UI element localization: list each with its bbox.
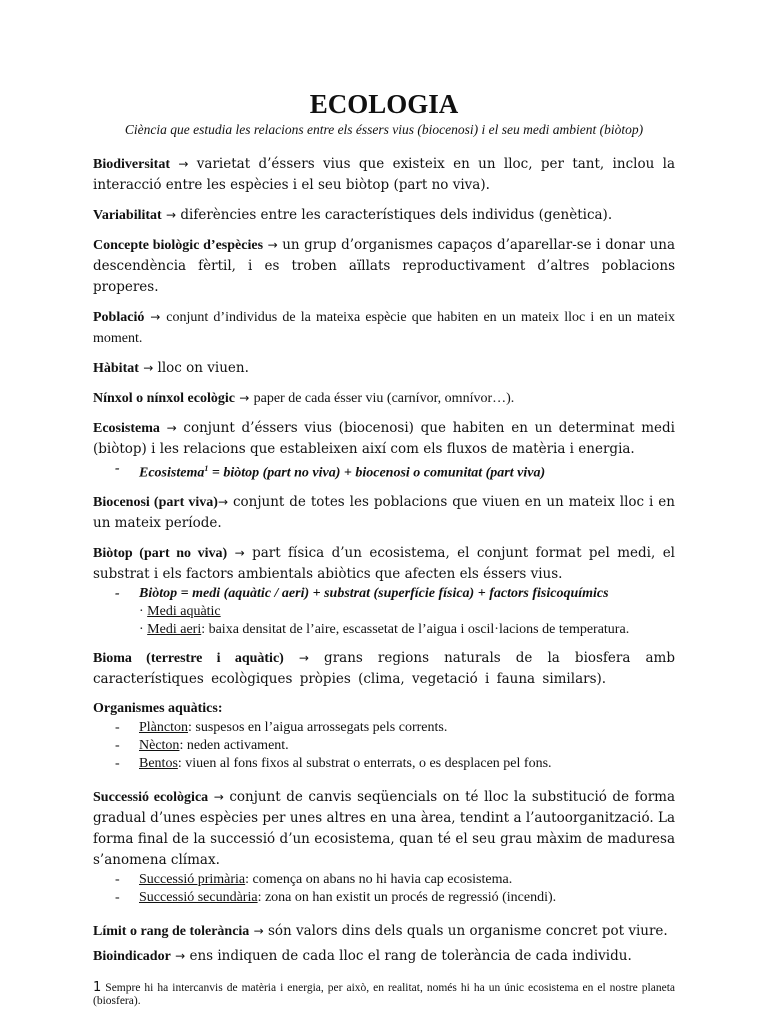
arrow-icon: →: [217, 494, 229, 509]
term-ninxol: Nínxol o nínxol ecològic: [93, 391, 235, 406]
footnote-number: 1: [93, 979, 102, 995]
arrow-icon: →: [239, 391, 250, 405]
term-limit-tolerancia: Límit o rang de tolerància: [93, 923, 250, 939]
definition-text: grans regions naturals de la biosfera amb característiques ecològiques pròpies (clima, vegetació i fauna similars).: [93, 649, 675, 687]
definition-biotop: [93, 543, 675, 585]
definition-text: paper de cada ésser viu (carnívor, omnívor…).: [253, 391, 515, 406]
definition-bioma: [93, 648, 675, 690]
list-item: - Nècton: neden activament.: [115, 737, 675, 755]
sub-item-label: Medi aquàtic: [147, 603, 221, 619]
definition-ecosistema: [93, 418, 675, 460]
term-bioindicador: Bioindicador: [93, 948, 171, 964]
organismes-list: [93, 719, 675, 773]
definition-text: varietat d’éssers vius que existeix en un lloc, per tant, inclou la interacció entre les espècies i el seu biòtop (part no viva).: [93, 156, 675, 193]
term-poblacio: Població: [93, 310, 145, 325]
list-item: - Plàncton: suspesos en l’aigua arrossegats pels corrents.: [115, 719, 675, 737]
definition-variabilitat: [93, 205, 675, 226]
sub-item-medi-aeri: · Medi aeri: baixa densitat de l’aire, escassetat de l’aigua i oscil·lacions de temperatura.: [139, 621, 630, 637]
sub-item-label: Medi aeri: [147, 621, 202, 637]
term-ecosistema: Ecosistema: [93, 421, 160, 436]
definition-concepte-especies: [93, 235, 675, 298]
arrow-icon: →: [213, 789, 224, 804]
definition-text: part física d’un ecosistema, el conjunt format pel medi, el substrat i els factors ambientals abiòtics que afecten els éssers vius.: [93, 544, 675, 582]
list-item: - Biòtop = medi (aquàtic / aeri) + substrat (superfície física) + factors fisicoquímics: [115, 585, 675, 603]
ecosistema-bullets: [93, 460, 675, 483]
section-heading-organismes: Organismes aquàtics:: [93, 700, 223, 716]
arrow-icon: →: [150, 310, 161, 324]
definition-habitat: [93, 358, 675, 379]
sub-item-medi-aquatic: · Medi aquàtic: [139, 603, 221, 619]
term-biodiversitat: Biodiversitat: [93, 157, 170, 172]
term-biotop: Biòtop (part no viva): [93, 545, 228, 561]
definition-text: conjunt d’éssers vius (biocenosi) que habiten en un determinat medi (biòtop) i les relacions que estableixen així com els fluxos de matèria i energia.: [93, 420, 676, 457]
arrow-icon: →: [143, 361, 154, 375]
definition-text: un grup d’organismes capaços d’aparellar-se i donar una descendència fèrtil, i es troben aïllats reproductivament d’altres poblacions properes.: [93, 237, 676, 295]
sub-item-text: : baixa densitat de l’aire, escassetat de l’aigua i oscil·lacions de temperatura.: [201, 621, 630, 637]
page-title: ECOLOGIA: [309, 89, 459, 119]
definition-text: són valors dins dels quals un organisme concret pot viure.: [267, 922, 668, 939]
definition-text: ens indiquen de cada lloc el rang de tolerància de cada individu.: [189, 947, 632, 964]
term-habitat: Hàbitat: [93, 361, 139, 376]
term-successio: Successió ecològica: [93, 789, 209, 805]
term-concepte-especies: Concepte biològic d’espècies: [93, 238, 264, 253]
definition-ninxol: [93, 388, 675, 409]
document-page: [93, 88, 675, 1008]
footnote: [93, 981, 675, 1008]
term-variabilitat: Variabilitat: [93, 208, 162, 223]
list-item: - Bentos: viuen al fons fixos al substrat o enterrats, o es desplacen pel fons.: [115, 755, 675, 773]
definition-limit-tolerancia: [93, 921, 675, 942]
definition-biocenosi: [93, 492, 675, 534]
definition-text: conjunt de totes les poblacions que viuen en un mateix lloc i en un mateix període.: [93, 493, 675, 531]
bullet-text: = biòtop (part no viva) + biocenosi o comunitat (part viva): [208, 465, 546, 481]
biotop-bullets: [93, 585, 675, 603]
arrow-icon: →: [166, 208, 177, 222]
definition-bioindicador: [93, 946, 675, 967]
list-item: [115, 460, 675, 483]
arrow-icon: →: [175, 948, 186, 963]
list-item: - Successió primària: comença on abans no hi havia cap ecosistema.: [115, 871, 675, 889]
page-subtitle: Ciència que estudia les relacions entre els éssers vius (biocenosi) i el seu medi ambient (biòtop): [124, 122, 644, 137]
definition-poblacio: [93, 307, 675, 349]
arrow-icon: →: [234, 545, 245, 560]
bullet-term: Ecosistema: [139, 465, 205, 481]
definition-text: lloc on viuen.: [157, 360, 249, 376]
arrow-icon: →: [166, 421, 177, 435]
list-item: - Successió secundària: zona on han existit un procés de regressió (incendi).: [115, 889, 675, 907]
footnote-text: Sempre hi ha intercanvis de matèria i energia, per això, en realitat, només hi ha un únic ecosistema en el nostre planeta (biosfera).: [93, 981, 675, 1007]
arrow-icon: →: [178, 157, 189, 171]
arrow-icon: →: [298, 650, 309, 665]
definition-successio: [93, 787, 675, 871]
successio-list: [93, 871, 675, 907]
definition-text: diferències entre les característiques dels individus (genètica).: [180, 207, 613, 223]
term-biocenosi: Biocenosi (part viva): [93, 494, 218, 510]
term-bioma: Bioma (terrestre i aquàtic): [93, 650, 284, 666]
arrow-icon: →: [253, 923, 264, 938]
footnote-ref: 1: [204, 464, 209, 473]
arrow-icon: →: [267, 238, 278, 252]
definition-biodiversitat: [93, 154, 675, 196]
definition-text: conjunt d’individus de la mateixa espècie que habiten en un mateix lloc i en un mateix moment.: [93, 310, 675, 346]
definition-text: conjunt de canvis seqüencials on té lloc la substitució de forma gradual d’unes espècies per unes altres en una àrea, tendint a l’autoorganització. La forma final de la successió d’un ecosistema, quan té el seu grau màxim de maduresa s’anomena clímax.: [93, 788, 676, 868]
